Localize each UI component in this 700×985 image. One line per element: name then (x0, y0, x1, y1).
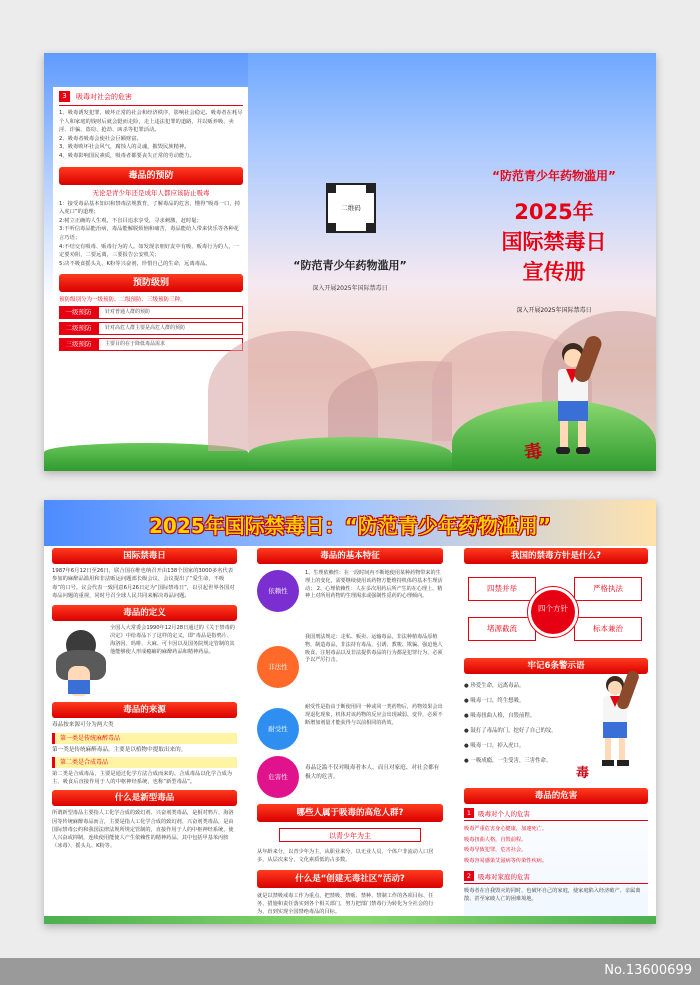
harm-title: 毒品的危害 (464, 788, 648, 804)
feature-badge: 危害性 (257, 756, 299, 798)
warning-item: ● 吸毒扭曲人格，自毁前程。 (464, 713, 536, 719)
column-3 (464, 548, 648, 924)
source-title: 毒品的来源 (52, 702, 237, 718)
level-row (59, 322, 243, 335)
policy-item: 严格执法 (574, 577, 642, 601)
prevention-title: 毒品的预防 (59, 167, 243, 185)
feature-item (257, 634, 443, 704)
section-title: 吸毒对社会的危害 (76, 92, 132, 101)
feature-badge: 耐受性 (257, 708, 299, 750)
level-desc: 针对普通人群的预防 (98, 306, 243, 319)
level-title: 预防级别 (59, 274, 243, 292)
level-row (59, 338, 243, 351)
source-type-b-text: 第二类是合成毒品，主要是通过化学方法合成而来的。合成毒品以化学合成为主，吸食后直接作用于人的中枢神经系统，也称“新型毒品”。 (52, 770, 233, 786)
policy-item: 堵源截流 (468, 617, 536, 641)
risk-group-answer: 以青少年为主 (279, 828, 421, 842)
divider (464, 820, 648, 821)
source-intro: 毒品按来源可分为两大类 (52, 721, 114, 728)
warning-item: ● 一吸成瘾，一生受害，三害性命。 (464, 758, 552, 764)
level-tag: 二级预防 (59, 322, 98, 335)
column-1 (52, 548, 237, 850)
brochure-inside (44, 500, 656, 924)
features-title: 毒品的基本特征 (257, 548, 443, 564)
community-text: 就是以禁吸戒毒工作为重点，把禁吸、禁贩、禁种、禁制工作的各项目标、任务、措施和责任落实到各个相关部门，努力把部门禁毒行为转化为全社会的行为，直到实现全国禁绝毒品的目标。 (257, 893, 434, 915)
warning-item: ● 吸毒一口，终生想吸。 (464, 698, 525, 704)
grass-strip (44, 916, 656, 924)
harm1-item: 吸毒扭曲人格，自毁前程。 (464, 836, 527, 843)
broken-drug-char: 毒 (522, 440, 544, 465)
cover-slogan: “防范青少年药物滥用” (492, 169, 616, 183)
column-2 (257, 548, 443, 916)
harm2-text: 吸毒者在自我毁灭的同时，也破坏自己的家庭，使家庭陷入经济破产、亲属离散、甚至家破人亡的困难境地。 (464, 888, 641, 902)
warning-title: 牢记6条警示语 (464, 658, 648, 674)
cover-title-main: 国际禁毒日 (501, 230, 607, 254)
qr-code (326, 183, 376, 233)
definition-title: 毒品的定义 (52, 605, 237, 621)
policy-diagram (464, 569, 648, 655)
warning-item: ● 珍爱生命，远离毒品。 (464, 683, 525, 689)
harm1-title: 吸毒对个人的危害 (478, 809, 530, 818)
divider (59, 105, 243, 106)
definition-text: 全国人大常委会1990年12月28日通过的《关于禁毒的决定》中给毒品下了这样的定义，即“毒品是指鸦片、海洛因、吗啡、大麻、可卡因以及国务院规定管制的其他能够使人形成瘾癖的麻醉药品和精神药品。 (110, 624, 235, 656)
community-title: 什么是“创建无毒社区”活动? (257, 870, 443, 888)
cover-title-year: 2025年 (514, 200, 594, 224)
cover-title-sub: 宣传册 (522, 260, 586, 284)
panel-back (248, 53, 452, 471)
boy-illustration (592, 676, 642, 781)
cover-subtitle: 深入开展2025年国际禁毒日 (516, 307, 592, 314)
divider (464, 883, 648, 884)
section-heading (59, 91, 243, 102)
harm1-item: 吸毒容易感染艾滋病等传染性疾病。 (464, 857, 548, 864)
source-type-a-text: 第一类是传统麻醉毒品，主要是以植物中提取出来的。 (52, 746, 187, 753)
source-type-b: 第二类是合成毒品 (52, 757, 237, 768)
source-type-a: 第一类是传统麻醉毒品 (52, 733, 237, 744)
harm1-heading (464, 808, 648, 818)
demon-illustration (52, 624, 110, 698)
boy-illustration (544, 343, 604, 468)
watermark-id: No.13600699 (604, 963, 692, 978)
new-drug-text: 所谓新型毒品主要指人工化学合成的致幻剂、兴奋剂类毒品，是相对鸦片、海洛因等传统麻醉毒品而言，主要是指人工化学合成的致幻剂、兴奋剂类毒品，是由国际禁毒公约和我国法律法规所规定管制的，直接作用于人的中枢神经系统，使人兴奋或抑制，连续使用能使人产生依赖性的精神药品。其中包括甲基苯丙胺（冰毒）、摇头丸、K粉等。 (52, 810, 234, 850)
qr-label: 二维码 (341, 204, 361, 212)
feature-text: 我国刑法规定：走私、贩卖、运输毒品，非法种植毒品原植物，制造毒品，非法持有毒品，引诱、教唆、欺骗、强迫他人吸食、注射毒品以及非法提供毒品的行为都是犯罪行为，必须予以严厉打击。 (305, 634, 443, 664)
society-harm-text: 1、吸毒诱发犯罪，破坏正常的社会和经济秩序，影响社会稳定。吸毒者在耗尽个人和家庭的钱财后就会铤而走险，走上违法犯罪的道路，并以贩养吸、卖淫、诈骗、盗窃、抢劫、凶杀等犯罪活动。 2、吸毒者吸毒会使社会巨额财富。 3、吸毒败坏社会风气，腐蚀人的灵魂，摧毁民族精神。 4、吸毒影响国民素质，吸毒者都要丧失正常的劳动能力。 (59, 110, 243, 159)
panel-cover (452, 53, 656, 471)
feature-item (257, 570, 443, 616)
feature-badge: 非法性 (257, 646, 299, 688)
policy-item: 标本兼治 (574, 617, 642, 641)
intl-day-title: 国际禁毒日 (52, 548, 237, 564)
harm1-item: 吸毒严重危害身心健康，加速死亡。 (464, 826, 548, 832)
feature-text: 1、生理依赖性：在一段时间内不断地使用某种药物带来的生理上的变化，需要继续使用该药物方能维持机体的基本生理活动； 2、心理依赖性：人在多次用药后所产生的在心理上、精神上对所用药物的生理渴求或强制性觅药的心理倾向。 (305, 570, 443, 600)
intl-day-text: 1987年6月12日至26日，联合国在维也纳召开由138个国家的3000多名代表参加的麻醉品滥用和非法贩运问题部长级会议，会议提出了“爱生命，不吸毒”的口号。议会代表一致同意6月26日定为“国际禁毒日”，以引起世界各国对毒品问题的重视，同时号召全球人民共同来解决毒品问题。 (52, 568, 235, 600)
feature-text: 毒品泛滥不仅对吸毒者本人，而且对家庭、对社会都有极大的危害。 (305, 765, 440, 780)
prevention-subtitle: 无论是青少年还是成年人都应该防止吸毒 (92, 188, 210, 197)
level-desc: 主要目的在于降低毒品需求 (98, 338, 243, 351)
prevention-text: 1：接受毒品基本知识和禁毒法规教育，了解毒品的危害，懂得“吸毒一口，掉入虎口”的道理； 2:树立正确的人生观，不盲目追求享受，寻求刺激，赶时髦； 3:不听信毒品能治病，毒品能解脱烦恼和痛苦，毒品能给人带来快乐等各种花言巧语； 4:不结交有吸毒、贩毒行为的人。如发现亲朋好友中有吸、贩毒行为的人，一定要劝阻，二要远离，三要报告公安机关； 5:决不吸食摇头丸、K粉等兴奋剂，珍惜自己的生命，远离毒品。 (59, 200, 240, 267)
brochure-outside (44, 53, 656, 471)
policy-center: 四个方针 (528, 587, 578, 637)
level-tag: 一级预防 (59, 306, 98, 319)
level-desc: 针对高危人群主要是高危人群的预防 (98, 322, 243, 335)
harm2-title: 吸毒对家庭的危害 (478, 872, 530, 881)
feature-item (257, 756, 443, 800)
new-drug-title: 什么是新型毒品 (52, 790, 237, 806)
harm2-number: 2 (464, 871, 474, 881)
warning-item: ● 鼓打了毒品的门，挖好了自己的坟。 (464, 728, 557, 734)
section-number: 3 (59, 91, 70, 102)
feature-text: 耐受性是指由于断使用同一种或同一类药物后，药物效果会出现退化现象，机体对该药物的反应会出现减弱、变异，必须不断增加剂量才能获得与以前相同的药效。 (305, 704, 443, 726)
feature-item (257, 704, 443, 752)
broken-drug-char: 毒 (576, 766, 590, 781)
definition-block (52, 624, 237, 698)
warning-item: ● 吸毒一口，掉入虎口。 (464, 743, 525, 749)
policy-title: 我国的禁毒方针是什么? (464, 548, 648, 564)
harm2-heading (464, 871, 648, 881)
back-subtitle: 深入开展2025年国际禁毒日 (312, 285, 388, 292)
harm1-item: 吸毒导致犯罪，危害社会。 (464, 847, 527, 853)
feature-badge: 依赖性 (257, 570, 299, 612)
policy-item: 四禁并举 (468, 577, 536, 601)
header-title: 2025年国际禁毒日：“防范青少年药物滥用” (149, 514, 551, 538)
level-tag: 三级预防 (59, 338, 98, 351)
watermark-bar (0, 958, 700, 985)
warning-list (464, 674, 648, 786)
back-slogan: “防范青少年药物滥用” (293, 259, 407, 272)
level-row (59, 306, 243, 319)
risk-group-text: 从年龄来分，以青少年为主，从职业来分，以无业人员、个体户非流动人口居多，从层次来分，文化素质低的占多数。 (257, 849, 434, 863)
risk-group-title: 哪些人属于吸毒的高危人群? (257, 804, 443, 822)
level-subtitle: 预防级别分为一级预防、二级预防、三级预防三种。 (59, 297, 186, 304)
grass (248, 437, 452, 471)
harm1-number: 1 (464, 808, 474, 818)
